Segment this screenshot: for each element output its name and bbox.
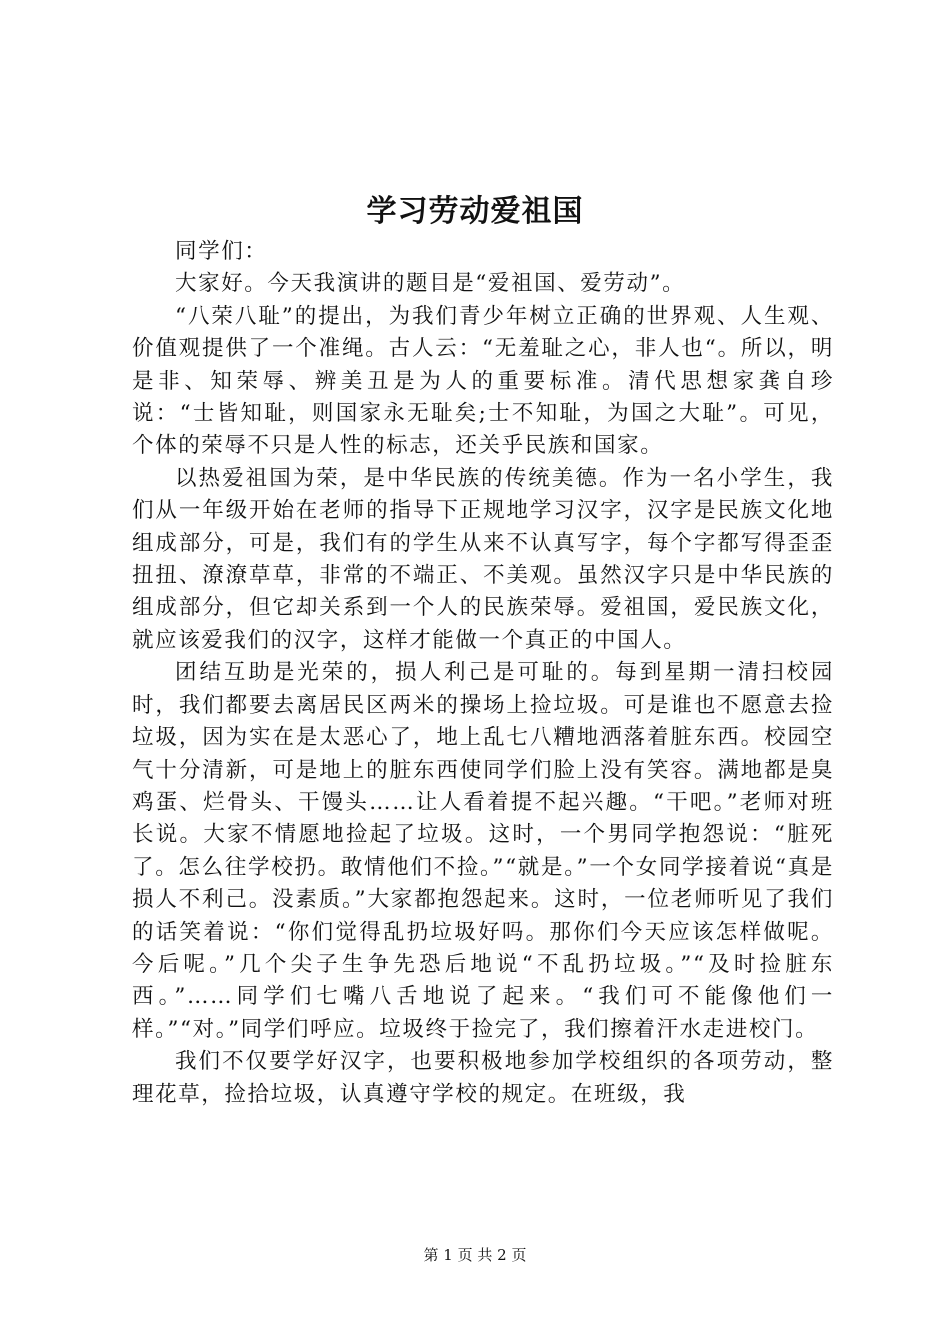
- paragraph-love-country: 以热爱祖国为荣，是中华民族的传统美德。作为一名小学生，我们从一年级开始在老师的指导下正规地学习汉字，汉字是民族文化地组成部分，可是，我们有的学生从来不认真写字，每个字都写得歪歪扭扭、潦潦草草，非常的不端正、不美观。虽然汉字只是中华民族的组成部分，但它却关系到一个人的民族荣辱。爱祖国，爱民族文化，就应该爱我们的汉字，这样才能做一个真正的中国人。: [132, 465, 834, 653]
- paragraph-unity-story: 团结互助是光荣的，损人利己是可耻的。每到星期一清扫校园时，我们都要去离居民区两米的操场上捡垃圾。可是谁也不愿意去捡垃圾，因为实在是太恶心了，地上乱七八糟地洒落着脏东西。校园空气十分清新，可是地上的脏东西使同学们脸上没有笑容。满地都是臭鸡蛋、烂骨头、干馒头……让人看着提不起兴趣。“干吧。”老师对班长说。大家不情愿地捡起了垃圾。这时，一个男同学抱怨说：“脏死了。怎么往学校扔。敢情他们不捡。”“就是。”一个女同学接着说“真是损人不利己。没素质。”大家都抱怨起来。这时，一位老师听见了我们的话笑着说：“你们觉得乱扔垃圾好吗。那你们今天应该怎样做呢。今后呢。”几个尖子生争先恐后地说“不乱扔垃圾。”“及时捡脏东西。”……同学们七嘴八舌地说了起来。“我们可不能像他们一样。”“对。”同学们呼应。垃圾终于捡完了，我们擦着汗水走进校门。: [132, 660, 834, 1042]
- paragraph-intro: 大家好。今天我演讲的题目是“爱祖国、爱劳动”。: [175, 271, 686, 297]
- paragraph-labor: 我们不仅要学好汉字，也要积极地参加学校组织的各项劳动，整理花草，捡拾垃圾，认真遵守学校的规定。在班级，我: [132, 1049, 834, 1107]
- page-footer: 第 1 页 共 2 页: [423, 1246, 527, 1264]
- document-body: [132, 236, 834, 1111]
- document-title: 学习劳动爱祖国: [366, 194, 584, 229]
- paragraph-honor-disgrace: “八荣八耻”的提出，为我们青少年树立正确的世界观、人生观、价值观提供了一个准绳。古人云：“无羞耻之心，非人也“。所以，明是非、知荣辱、辨美丑是为人的重要标准。清代思想家龚自珍说：“士皆知耻，则国家永无耻矣;士不知耻，为国之大耻”。可见，个体的荣辱不只是人性的标志，还关乎民族和国家。: [132, 303, 834, 459]
- paragraph-greeting: 同学们：: [175, 239, 268, 264]
